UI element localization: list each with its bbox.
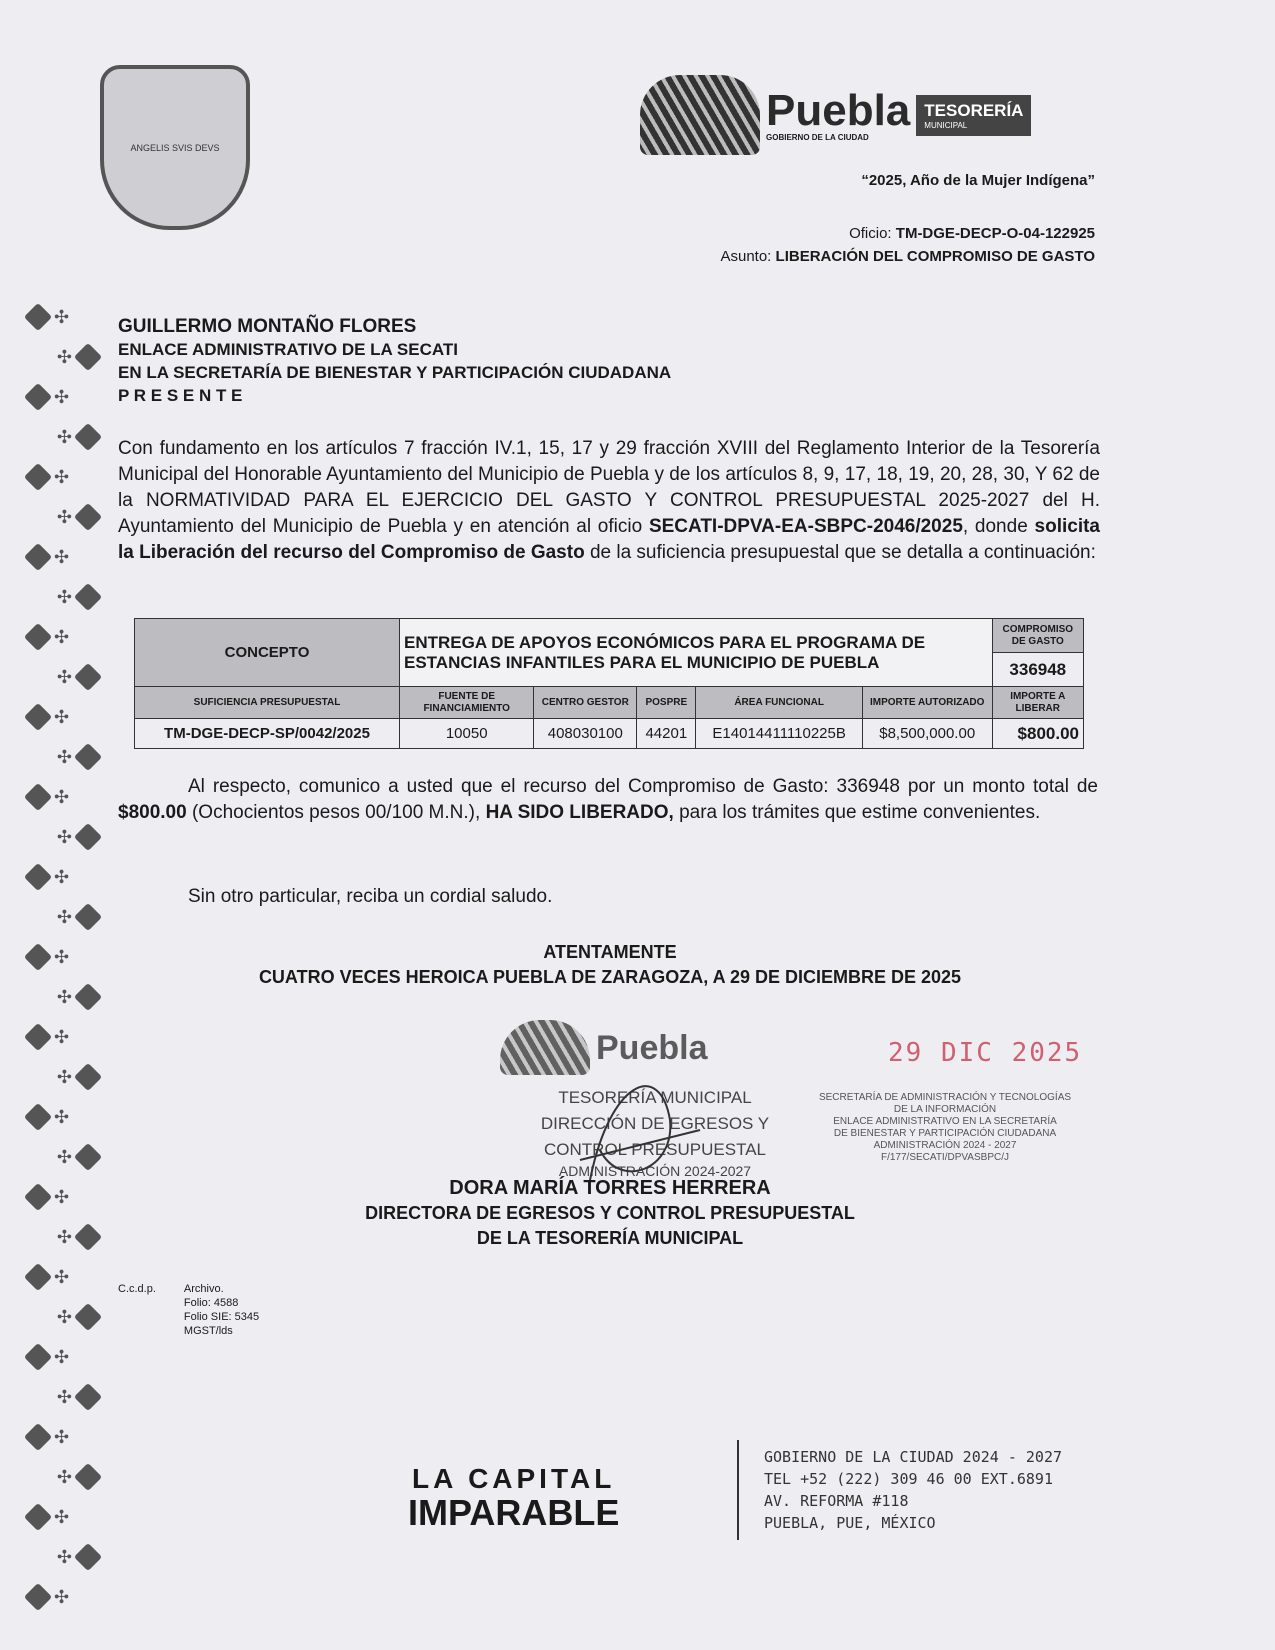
- logo-emblem: [640, 75, 760, 155]
- border-ornament: ✣: [28, 1460, 98, 1494]
- recipient-block: GUILLERMO MONTAÑO FLORES ENLACE ADMINISTRATIVO DE LA SECATI EN LA SECRETARÍA DE BIENESTAR Y PARTICIPACIÓN CIUDADANA P R E S E N T E: [118, 316, 672, 405]
- border-ornament: ✣: [28, 500, 98, 534]
- border-ornament: ✣: [28, 340, 98, 374]
- border-ornament: ✣: [28, 420, 98, 454]
- body-paragraph-2: Al respecto, comunico a usted que el recurso del Compromiso de Gasto: 336948 por un monto total de $800.00 (Ochocientos pesos 00/100 M.N.), HA SIDO LIBERADO, para los trámites que estime convenientes.: [118, 776, 1098, 823]
- footer-divider: [737, 1440, 739, 1540]
- tesoreria-stamp: TESORERÍA MUNICIPAL DIRECCIÓN DE EGRESOS Y CONTROL PRESUPUESTAL ADMINISTRACIÓN 2024-2027: [540, 1088, 770, 1179]
- reference-block: Oficio: TM-DGE-DECP-O-04-122925 Asunto: LIBERACIÓN DEL COMPROMISO DE GASTO: [720, 225, 1095, 265]
- border-ornament: ✣: [28, 1580, 98, 1614]
- border-ornament: ✣: [28, 700, 98, 734]
- border-ornament: ✣: [28, 820, 98, 854]
- border-ornament: ✣: [28, 1100, 98, 1134]
- border-ornament: ✣: [28, 900, 98, 934]
- city-seal: ANGELIS SVIS DEVS: [100, 65, 250, 230]
- border-ornament: ✣: [28, 980, 98, 1014]
- border-ornament: ✣: [28, 460, 98, 494]
- border-ornament: ✣: [28, 540, 98, 574]
- table-row: TM-DGE-DECP-SP/0042/2025 10050 408030100 44201 E14014411110225B $8,500,000.00 $800.00: [135, 719, 1084, 749]
- border-ornament: ✣: [28, 380, 98, 414]
- closing-block: ATENTAMENTE CUATRO VECES HEROICA PUEBLA DE ZARAGOZA, A 29 DE DICIEMBRE DE 2025: [258, 942, 962, 987]
- puebla-tesoreria-logo: Puebla GOBIERNO DE LA CIUDAD TESORERÍA MUNICIPAL: [640, 75, 1031, 155]
- tesoreria-badge: TESORERÍA MUNICIPAL: [916, 95, 1031, 136]
- tesoreria-stamp-logo: Puebla: [500, 1020, 820, 1075]
- signer-block: DORA MARÍA TORRES HERRERA DIRECTORA DE EGRESOS Y CONTROL PRESUPUESTAL DE LA TESORERÍA MUNICIPAL: [365, 1177, 855, 1248]
- border-ornament: ✣: [28, 620, 98, 654]
- border-ornament: ✣: [28, 300, 98, 334]
- budget-table: CONCEPTO ENTREGA DE APOYOS ECONÓMICOS PARA EL PROGRAMA DE ESTANCIAS INFANTILES PARA EL MUNICIPIO DE PUEBLA COMPROMISO DE GASTO 336948 SUFICIENCIA PRESUPUESTAL FUENTE DE FINANCIAMIENTO CENTRO GESTOR POSPRE ÁREA FUNCIONAL IMPORTE AUTORIZADO IMPORTE A LIBERAR TM-DGE-DECP-SP/0042/2025 10050 408030100 44201 E14014411110225B $8,500,000.00 $800.00: [134, 618, 1084, 749]
- secati-received-stamp: SECRETARÍA DE ADMINISTRACIÓN Y TECNOLOGÍAS DE LA INFORMACIÓN ENLACE ADMINISTRATIVO EN LA SECRETARÍA DE BIENESTAR Y PARTICIPACIÓN CIUDADANA ADMINISTRACIÓN 2024 - 2027 F/177/SECATI/DPVASBPC/J: [818, 1092, 1072, 1163]
- border-ornament: ✣: [28, 860, 98, 894]
- border-ornament: ✣: [28, 1300, 98, 1334]
- border-ornament: ✣: [28, 1340, 98, 1374]
- footer-slogan: LA CAPITAL IMPARABLE: [408, 1463, 620, 1533]
- motto: “2025, Año de la Mujer Indígena”: [861, 172, 1095, 189]
- body-paragraph-3: Sin otro particular, reciba un cordial saludo.: [188, 886, 553, 907]
- border-ornament: ✣: [28, 740, 98, 774]
- date-stamp: 29 DIC 2025: [888, 1038, 1083, 1068]
- border-ornament: ✣: [28, 1540, 98, 1574]
- border-ornament: ✣: [28, 1420, 98, 1454]
- border-ornament: ✣: [28, 1500, 98, 1534]
- footer-contact: GOBIERNO DE LA CIUDAD 2024 - 2027 TEL +52 (222) 309 46 00 EXT.6891 AV. REFORMA #118 PUEBLA, PUE, MÉXICO: [764, 1448, 1063, 1532]
- border-ornament: ✣: [28, 1380, 98, 1414]
- border-ornament: ✣: [28, 1140, 98, 1174]
- border-ornament: ✣: [28, 1260, 98, 1294]
- ccp-block: C.c.d.p. Archivo. Folio: 4588 Folio SIE: 5345 MGST/lds: [118, 1283, 260, 1337]
- body-paragraph-1: Con fundamento en los artículos 7 fracción IV.1, 15, 17 y 29 fracción XVIII del Reglamento Interior de la Tesorería Municipal del Honorable Ayuntamiento del Municipio de Puebla y de los artículos 8, 9, 17, 18, 19, 20, 28, 30, Y 62 de la NORMATIVIDAD PARA EL EJERCICIO DEL GASTO Y CONTROL PRESUPUESTAL 2025-2027 del H. Ayuntamiento del Municipio de Puebla y en atención al oficio SECATI-DPVA-EA-SBPC-2046/2025, donde solicita la Liberación del recurso del Compromiso de Gasto de la suficiencia presupuestal que se detalla a continuación:: [118, 438, 1101, 563]
- border-ornament: ✣: [28, 780, 98, 814]
- border-ornament: ✣: [28, 580, 98, 614]
- border-ornament: ✣: [28, 660, 98, 694]
- border-ornament: ✣: [28, 1060, 98, 1094]
- border-ornament: ✣: [28, 1220, 98, 1254]
- border-ornament: ✣: [28, 1020, 98, 1054]
- border-ornament: ✣: [28, 1180, 98, 1214]
- border-ornament: ✣: [28, 940, 98, 974]
